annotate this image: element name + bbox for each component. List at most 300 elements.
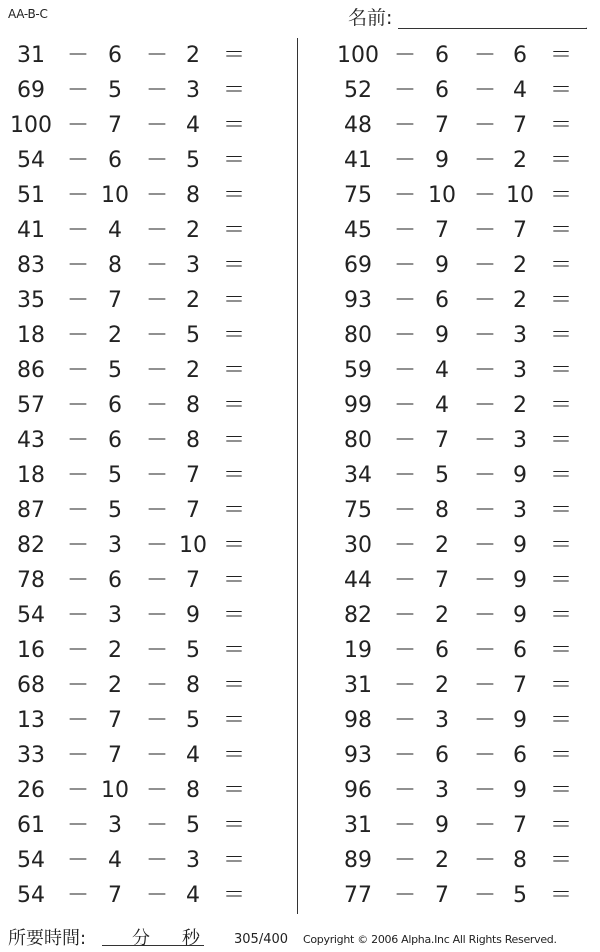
operand-a: 52 bbox=[344, 78, 372, 103]
minus-sign: － bbox=[474, 43, 497, 68]
name-field[interactable] bbox=[348, 6, 588, 30]
minus-sign: － bbox=[67, 498, 90, 523]
minus-sign: － bbox=[146, 218, 169, 243]
seconds-unit: 秒 bbox=[182, 928, 200, 949]
equals-sign: ＝ bbox=[222, 848, 245, 873]
operand-b: 6 bbox=[108, 43, 122, 68]
operand-c: 8 bbox=[186, 778, 200, 803]
minus-sign: － bbox=[67, 253, 90, 278]
operand-b: 6 bbox=[108, 428, 122, 453]
problem-row-right bbox=[0, 633, 600, 668]
minus-sign: － bbox=[146, 43, 169, 68]
minus-sign: － bbox=[474, 813, 497, 838]
operand-b: 2 bbox=[435, 848, 449, 873]
equals-sign: ＝ bbox=[549, 323, 572, 348]
minus-sign: － bbox=[474, 743, 497, 768]
operand-a: 61 bbox=[17, 813, 45, 838]
operand-b: 5 bbox=[108, 78, 122, 103]
operand-b: 7 bbox=[108, 743, 122, 768]
equals-sign: ＝ bbox=[549, 533, 572, 558]
operand-b: 2 bbox=[108, 323, 122, 348]
minus-sign: － bbox=[474, 358, 497, 383]
minus-sign: － bbox=[146, 358, 169, 383]
operand-a: 41 bbox=[344, 148, 372, 173]
equals-sign: ＝ bbox=[222, 568, 245, 593]
operand-c: 10 bbox=[506, 183, 534, 208]
operand-c: 2 bbox=[186, 43, 200, 68]
equals-sign: ＝ bbox=[222, 708, 245, 733]
minus-sign: － bbox=[474, 428, 497, 453]
operand-a: 33 bbox=[17, 743, 45, 768]
operand-b: 6 bbox=[435, 78, 449, 103]
copyright-notice: Copyright © 2006 Alpha.Inc All Rights Reserved. bbox=[303, 933, 557, 946]
minus-sign: － bbox=[146, 603, 169, 628]
operand-c: 6 bbox=[513, 743, 527, 768]
operand-c: 8 bbox=[513, 848, 527, 873]
minus-sign: － bbox=[394, 78, 417, 103]
problem-row-right bbox=[0, 878, 600, 913]
minus-sign: － bbox=[474, 883, 497, 908]
minus-sign: － bbox=[146, 743, 169, 768]
minus-sign: － bbox=[394, 813, 417, 838]
operand-a: 80 bbox=[344, 428, 372, 453]
minus-sign: － bbox=[67, 358, 90, 383]
problem-row-right bbox=[0, 773, 600, 808]
problem-row-right bbox=[0, 248, 600, 283]
operand-a: 100 bbox=[10, 113, 52, 138]
operand-a: 75 bbox=[344, 183, 372, 208]
operand-b: 7 bbox=[108, 708, 122, 733]
operand-c: 2 bbox=[186, 288, 200, 313]
operand-c: 8 bbox=[186, 393, 200, 418]
minus-sign: － bbox=[67, 43, 90, 68]
minus-sign: － bbox=[67, 743, 90, 768]
operand-a: 68 bbox=[17, 673, 45, 698]
minus-sign: － bbox=[67, 113, 90, 138]
minus-sign: － bbox=[67, 78, 90, 103]
operand-c: 9 bbox=[513, 533, 527, 558]
equals-sign: ＝ bbox=[549, 673, 572, 698]
minus-sign: － bbox=[146, 568, 169, 593]
equals-sign: ＝ bbox=[222, 673, 245, 698]
operand-b: 7 bbox=[108, 288, 122, 313]
problem-row-right bbox=[0, 318, 600, 353]
problem-row-right bbox=[0, 808, 600, 843]
operand-b: 6 bbox=[435, 638, 449, 663]
minus-sign: － bbox=[474, 463, 497, 488]
operand-a: 54 bbox=[17, 848, 45, 873]
operand-c: 9 bbox=[513, 568, 527, 593]
minus-sign: － bbox=[394, 393, 417, 418]
minus-sign: － bbox=[67, 533, 90, 558]
operand-c: 4 bbox=[186, 743, 200, 768]
minus-sign: － bbox=[474, 288, 497, 313]
operand-a: 83 bbox=[17, 253, 45, 278]
minus-sign: － bbox=[67, 778, 90, 803]
minus-sign: － bbox=[67, 813, 90, 838]
minus-sign: － bbox=[67, 323, 90, 348]
operand-c: 4 bbox=[186, 883, 200, 908]
operand-b: 2 bbox=[435, 673, 449, 698]
operand-c: 3 bbox=[186, 253, 200, 278]
equals-sign: ＝ bbox=[549, 743, 572, 768]
minus-sign: － bbox=[394, 568, 417, 593]
problem-row-right bbox=[0, 528, 600, 563]
operand-a: 96 bbox=[344, 778, 372, 803]
minus-sign: － bbox=[67, 148, 90, 173]
minus-sign: － bbox=[146, 113, 169, 138]
equals-sign: ＝ bbox=[549, 393, 572, 418]
equals-sign: ＝ bbox=[222, 183, 245, 208]
operand-c: 5 bbox=[186, 708, 200, 733]
equals-sign: ＝ bbox=[549, 358, 572, 383]
equals-sign: ＝ bbox=[222, 43, 245, 68]
minus-sign: － bbox=[394, 778, 417, 803]
operand-b: 6 bbox=[435, 743, 449, 768]
minus-sign: － bbox=[474, 673, 497, 698]
operand-c: 9 bbox=[513, 778, 527, 803]
minus-sign: － bbox=[474, 183, 497, 208]
operand-b: 9 bbox=[435, 148, 449, 173]
operand-b: 9 bbox=[435, 813, 449, 838]
equals-sign: ＝ bbox=[222, 463, 245, 488]
minus-sign: － bbox=[146, 673, 169, 698]
problem-row-right bbox=[0, 38, 600, 73]
equals-sign: ＝ bbox=[549, 603, 572, 628]
time-label: 所要時間: bbox=[8, 928, 87, 949]
operand-b: 4 bbox=[108, 218, 122, 243]
equals-sign: ＝ bbox=[222, 323, 245, 348]
operand-a: 18 bbox=[17, 323, 45, 348]
operand-c: 5 bbox=[513, 883, 527, 908]
operand-a: 69 bbox=[344, 253, 372, 278]
operand-c: 9 bbox=[513, 708, 527, 733]
operand-a: 18 bbox=[17, 463, 45, 488]
operand-b: 6 bbox=[435, 43, 449, 68]
minus-sign: － bbox=[474, 568, 497, 593]
minus-sign: － bbox=[394, 428, 417, 453]
operand-b: 9 bbox=[435, 323, 449, 348]
operand-a: 54 bbox=[17, 883, 45, 908]
minus-sign: － bbox=[394, 358, 417, 383]
problem-row-right bbox=[0, 143, 600, 178]
equals-sign: ＝ bbox=[222, 743, 245, 768]
minus-sign: － bbox=[146, 778, 169, 803]
operand-a: 89 bbox=[344, 848, 372, 873]
equals-sign: ＝ bbox=[549, 708, 572, 733]
operand-b: 2 bbox=[435, 603, 449, 628]
equals-sign: ＝ bbox=[549, 778, 572, 803]
problem-row-right bbox=[0, 458, 600, 493]
problem-row-right bbox=[0, 108, 600, 143]
problem-row-right bbox=[0, 843, 600, 878]
equals-sign: ＝ bbox=[549, 848, 572, 873]
operand-a: 45 bbox=[344, 218, 372, 243]
minus-sign: － bbox=[474, 778, 497, 803]
operand-a: 31 bbox=[344, 813, 372, 838]
minus-sign: － bbox=[394, 43, 417, 68]
operand-c: 7 bbox=[513, 113, 527, 138]
name-field-end: . bbox=[584, 21, 588, 32]
equals-sign: ＝ bbox=[222, 288, 245, 313]
operand-c: 7 bbox=[513, 673, 527, 698]
operand-a: 19 bbox=[344, 638, 372, 663]
equals-sign: ＝ bbox=[222, 498, 245, 523]
operand-c: 9 bbox=[513, 603, 527, 628]
equals-sign: ＝ bbox=[222, 253, 245, 278]
operand-b: 6 bbox=[108, 393, 122, 418]
equals-sign: ＝ bbox=[222, 78, 245, 103]
equals-sign: ＝ bbox=[549, 428, 572, 453]
operand-c: 4 bbox=[513, 78, 527, 103]
operand-c: 8 bbox=[186, 428, 200, 453]
operand-c: 10 bbox=[179, 533, 207, 558]
operand-c: 5 bbox=[186, 148, 200, 173]
minus-sign: － bbox=[146, 883, 169, 908]
minus-sign: － bbox=[474, 78, 497, 103]
operand-c: 3 bbox=[186, 78, 200, 103]
operand-c: 3 bbox=[513, 428, 527, 453]
operand-c: 3 bbox=[513, 358, 527, 383]
operand-c: 2 bbox=[513, 253, 527, 278]
equals-sign: ＝ bbox=[549, 813, 572, 838]
equals-sign: ＝ bbox=[549, 883, 572, 908]
minus-sign: － bbox=[394, 603, 417, 628]
operand-b: 2 bbox=[108, 673, 122, 698]
operand-b: 3 bbox=[435, 708, 449, 733]
operand-b: 6 bbox=[108, 568, 122, 593]
operand-b: 3 bbox=[108, 813, 122, 838]
operand-a: 59 bbox=[344, 358, 372, 383]
operand-a: 41 bbox=[17, 218, 45, 243]
operand-b: 3 bbox=[108, 533, 122, 558]
operand-a: 78 bbox=[17, 568, 45, 593]
name-underline bbox=[398, 28, 586, 29]
minus-sign: － bbox=[146, 183, 169, 208]
operand-a: 43 bbox=[17, 428, 45, 453]
operand-a: 82 bbox=[344, 603, 372, 628]
operand-a: 48 bbox=[344, 113, 372, 138]
problem-row-right bbox=[0, 598, 600, 633]
operand-a: 77 bbox=[344, 883, 372, 908]
minus-sign: － bbox=[394, 463, 417, 488]
minus-sign: － bbox=[394, 183, 417, 208]
operand-b: 5 bbox=[108, 358, 122, 383]
problem-row-right bbox=[0, 213, 600, 248]
operand-b: 4 bbox=[435, 393, 449, 418]
operand-b: 9 bbox=[435, 253, 449, 278]
operand-a: 35 bbox=[17, 288, 45, 313]
minus-sign: － bbox=[67, 638, 90, 663]
equals-sign: ＝ bbox=[549, 638, 572, 663]
operand-a: 82 bbox=[17, 533, 45, 558]
minus-sign: － bbox=[394, 218, 417, 243]
worksheet-code: AA-B-C bbox=[8, 7, 48, 21]
minus-sign: － bbox=[474, 113, 497, 138]
problem-row-right bbox=[0, 353, 600, 388]
operand-b: 10 bbox=[101, 183, 129, 208]
operand-c: 2 bbox=[186, 358, 200, 383]
operand-a: 30 bbox=[344, 533, 372, 558]
operand-a: 16 bbox=[17, 638, 45, 663]
equals-sign: ＝ bbox=[549, 148, 572, 173]
minus-sign: － bbox=[67, 288, 90, 313]
operand-b: 8 bbox=[108, 253, 122, 278]
operand-a: 54 bbox=[17, 603, 45, 628]
problem-row-right bbox=[0, 563, 600, 598]
operand-b: 7 bbox=[435, 113, 449, 138]
minus-sign: － bbox=[394, 848, 417, 873]
minus-sign: － bbox=[146, 533, 169, 558]
problem-row-right bbox=[0, 283, 600, 318]
equals-sign: ＝ bbox=[222, 603, 245, 628]
minus-sign: － bbox=[394, 673, 417, 698]
minus-sign: － bbox=[67, 603, 90, 628]
operand-c: 2 bbox=[513, 393, 527, 418]
minus-sign: － bbox=[394, 148, 417, 173]
minus-sign: － bbox=[146, 463, 169, 488]
operand-c: 2 bbox=[513, 148, 527, 173]
operand-c: 6 bbox=[513, 638, 527, 663]
operand-a: 57 bbox=[17, 393, 45, 418]
minus-sign: － bbox=[146, 288, 169, 313]
minus-sign: － bbox=[67, 568, 90, 593]
minus-sign: － bbox=[146, 848, 169, 873]
operand-c: 5 bbox=[186, 813, 200, 838]
minus-sign: － bbox=[146, 813, 169, 838]
minus-sign: － bbox=[67, 218, 90, 243]
minus-sign: － bbox=[146, 393, 169, 418]
minus-sign: － bbox=[67, 883, 90, 908]
minus-sign: － bbox=[146, 323, 169, 348]
operand-a: 80 bbox=[344, 323, 372, 348]
problem-row-right bbox=[0, 178, 600, 213]
operand-b: 5 bbox=[435, 463, 449, 488]
minus-sign: － bbox=[394, 638, 417, 663]
operand-c: 2 bbox=[513, 288, 527, 313]
operand-c: 7 bbox=[186, 568, 200, 593]
problem-row-right bbox=[0, 493, 600, 528]
operand-c: 7 bbox=[186, 463, 200, 488]
operand-a: 93 bbox=[344, 288, 372, 313]
minus-sign: － bbox=[146, 638, 169, 663]
equals-sign: ＝ bbox=[549, 498, 572, 523]
operand-b: 4 bbox=[435, 358, 449, 383]
operand-c: 6 bbox=[513, 43, 527, 68]
problem-row-right bbox=[0, 738, 600, 773]
operand-c: 3 bbox=[513, 323, 527, 348]
operand-a: 99 bbox=[344, 393, 372, 418]
minus-sign: － bbox=[394, 498, 417, 523]
operand-c: 8 bbox=[186, 183, 200, 208]
operand-c: 5 bbox=[186, 638, 200, 663]
equals-sign: ＝ bbox=[222, 778, 245, 803]
equals-sign: ＝ bbox=[549, 218, 572, 243]
minus-sign: － bbox=[394, 743, 417, 768]
equals-sign: ＝ bbox=[222, 428, 245, 453]
equals-sign: ＝ bbox=[549, 113, 572, 138]
operand-c: 3 bbox=[513, 498, 527, 523]
problem-row-right bbox=[0, 423, 600, 458]
operand-a: 87 bbox=[17, 498, 45, 523]
minus-sign: － bbox=[67, 848, 90, 873]
operand-c: 7 bbox=[513, 218, 527, 243]
operand-a: 13 bbox=[17, 708, 45, 733]
minus-sign: － bbox=[146, 78, 169, 103]
minus-sign: － bbox=[394, 113, 417, 138]
operand-c: 9 bbox=[186, 603, 200, 628]
operand-c: 8 bbox=[186, 673, 200, 698]
operand-a: 44 bbox=[344, 568, 372, 593]
problem-row-right bbox=[0, 73, 600, 108]
operand-b: 7 bbox=[108, 113, 122, 138]
operand-a: 54 bbox=[17, 148, 45, 173]
operand-a: 69 bbox=[17, 78, 45, 103]
operand-a: 98 bbox=[344, 708, 372, 733]
operand-b: 5 bbox=[108, 463, 122, 488]
minus-sign: － bbox=[67, 393, 90, 418]
operand-b: 5 bbox=[108, 498, 122, 523]
minus-sign: － bbox=[474, 708, 497, 733]
equals-sign: ＝ bbox=[222, 148, 245, 173]
minus-sign: － bbox=[394, 708, 417, 733]
equals-sign: ＝ bbox=[222, 113, 245, 138]
problem-row-right bbox=[0, 703, 600, 738]
minus-sign: － bbox=[67, 183, 90, 208]
minus-sign: － bbox=[474, 848, 497, 873]
minus-sign: － bbox=[474, 148, 497, 173]
operand-c: 7 bbox=[186, 498, 200, 523]
operand-c: 7 bbox=[513, 813, 527, 838]
minus-sign: － bbox=[474, 603, 497, 628]
minus-sign: － bbox=[474, 638, 497, 663]
equals-sign: ＝ bbox=[222, 218, 245, 243]
minus-sign: － bbox=[67, 428, 90, 453]
operand-b: 7 bbox=[435, 568, 449, 593]
operand-a: 100 bbox=[337, 43, 379, 68]
minus-sign: － bbox=[394, 323, 417, 348]
operand-a: 31 bbox=[17, 43, 45, 68]
equals-sign: ＝ bbox=[549, 183, 572, 208]
operand-b: 10 bbox=[428, 183, 456, 208]
operand-a: 75 bbox=[344, 498, 372, 523]
minus-sign: － bbox=[146, 498, 169, 523]
minus-sign: － bbox=[474, 533, 497, 558]
operand-b: 2 bbox=[435, 533, 449, 558]
operand-b: 6 bbox=[108, 148, 122, 173]
minus-sign: － bbox=[146, 428, 169, 453]
operand-a: 34 bbox=[344, 463, 372, 488]
minus-sign: － bbox=[394, 288, 417, 313]
minus-sign: － bbox=[474, 253, 497, 278]
equals-sign: ＝ bbox=[222, 883, 245, 908]
operand-b: 3 bbox=[435, 778, 449, 803]
operand-b: 10 bbox=[101, 778, 129, 803]
operand-a: 86 bbox=[17, 358, 45, 383]
problem-row-right bbox=[0, 388, 600, 423]
equals-sign: ＝ bbox=[549, 78, 572, 103]
operand-a: 51 bbox=[17, 183, 45, 208]
minus-sign: － bbox=[474, 498, 497, 523]
equals-sign: ＝ bbox=[549, 568, 572, 593]
minus-sign: － bbox=[146, 708, 169, 733]
minus-sign: － bbox=[146, 148, 169, 173]
minutes-unit: 分 bbox=[132, 928, 150, 949]
operand-a: 26 bbox=[17, 778, 45, 803]
operand-b: 3 bbox=[108, 603, 122, 628]
operand-b: 7 bbox=[435, 428, 449, 453]
minus-sign: － bbox=[474, 323, 497, 348]
